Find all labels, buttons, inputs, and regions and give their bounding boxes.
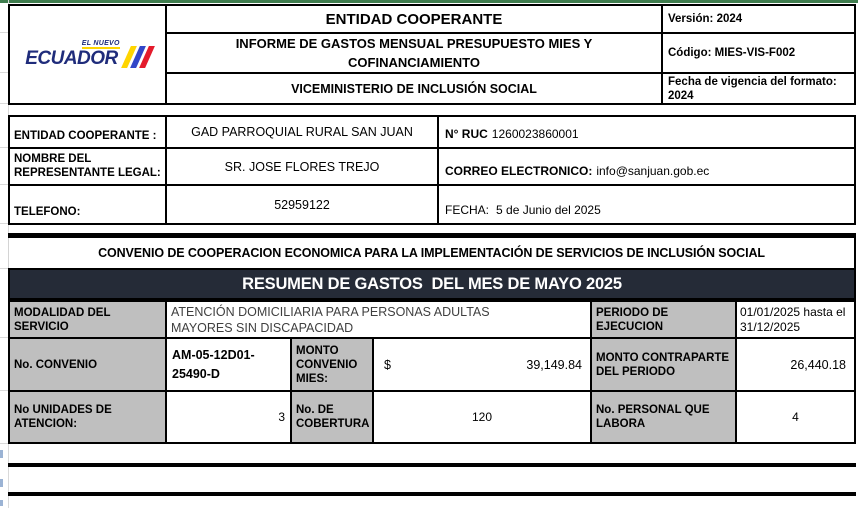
convenio-number-label: No. CONVENIO [10,339,167,392]
header-table [8,4,856,105]
monto-mies-amount: 39,149.84 [526,357,582,372]
monto-mies-value-cell [374,339,592,392]
modalidad-label: MODALIDAD DEL SERVICIO [10,302,167,339]
personal-label: No. PERSONAL QUE LABORA [592,392,737,442]
currency-symbol: $ [384,357,391,372]
personal-value: 4 [792,410,799,424]
email-label: CORREO ELECTRONICO: [445,164,593,178]
gridline-tick [0,32,8,33]
logo-wordmark: ECUADOR [25,48,118,69]
logo-cell [10,6,167,103]
entity-name-value: GAD PARROQUIAL RURAL SAN JUAN [167,117,439,149]
gridline-tick [0,103,8,104]
date-cell [439,186,854,223]
convenio-banner: CONVENIO DE COOPERACION ECONOMICA PARA LA IMPLEMENTACIÓN DE SERVICIOS DE INCLUSIÓN SOCIAL [8,238,856,268]
form-validity-date: Fecha de vigencia del formato: 2024 [668,75,837,102]
legal-rep-label: NOMBRE DEL REPRESENTANTE LEGAL: [10,149,167,186]
gridline-tick [0,147,8,148]
logo-tagline: EL NUEVO [81,40,120,47]
cobertura-label: No. DE COBERTURA [292,392,374,442]
row-number-remnant [0,500,3,506]
phone-value: 52959122 [167,186,439,223]
date-value: 5 de Junio del 2025 [496,203,601,217]
phone-label: TELEFONO: [10,186,167,223]
unidades-label: No UNIDADES DE ATENCION: [10,392,167,442]
cobertura-value: 120 [374,392,592,442]
email-cell [439,149,854,186]
form-department: VICEMINISTERIO DE INCLUSIÓN SOCIAL [167,74,663,103]
monto-mies-label: MONTO CONVENIO MIES: [292,339,374,392]
ruc-cell [439,117,854,149]
footer-rule-top [8,463,856,467]
gridline-tick [0,337,8,338]
entity-name-label: ENTIDAD COOPERANTE : [10,117,167,149]
resumen-banner: RESUMEN DE GASTOS DEL MES DE MAYO 2025 [8,268,856,300]
form-subtitle: INFORME DE GASTOS MENSUAL PRESUPUESTO MIES Y COFINANCIAMIENTO [167,34,663,74]
unidades-value: 3 [167,392,292,442]
periodo-value: 01/01/2025 hasta el 31/12/2025 [737,302,854,339]
ruc-label: N° RUC [445,127,488,141]
gridline-tick [0,223,8,224]
form-title: ENTIDAD COOPERANTE [167,6,663,34]
ecuador-logo [25,40,150,69]
form-version: Versión: 2024 [663,6,854,34]
form-code: Código: MIES-VIS-F002 [663,34,854,74]
periodo-label: PERIODO DE EJECUCION [592,302,737,339]
top-green-rule [0,0,858,3]
gridline-tick [0,72,8,73]
row-number-remnant [0,479,3,487]
entity-info-table [8,115,856,225]
contraparte-value: 26,440.18 [737,339,854,392]
legal-rep-value: SR. JOSE FLORES TREJO [167,149,439,186]
contraparte-label: MONTO CONTRAPARTE DEL PERIODO [592,339,737,392]
footer-rule-bottom [8,492,856,496]
flag-stripes-icon [123,46,150,68]
gridline-tick [0,390,8,391]
modalidad-value: ATENCIÓN DOMICILIARIA PARA PERSONAS ADULTAS MAYORES SIN DISCAPACIDAD [167,302,592,339]
gridline-tick [0,443,8,444]
expense-summary-table [8,300,856,444]
convenio-number-value: AM-05-12D01-25490-D [167,339,292,392]
row-number-remnant [0,450,3,458]
gridline-tick [0,184,8,185]
ruc-value: 1260023860001 [491,127,579,141]
date-label: FECHA: [445,203,490,217]
email-value: info@sanjuan.gob.ec [596,164,710,178]
gridline-tick [0,268,8,269]
